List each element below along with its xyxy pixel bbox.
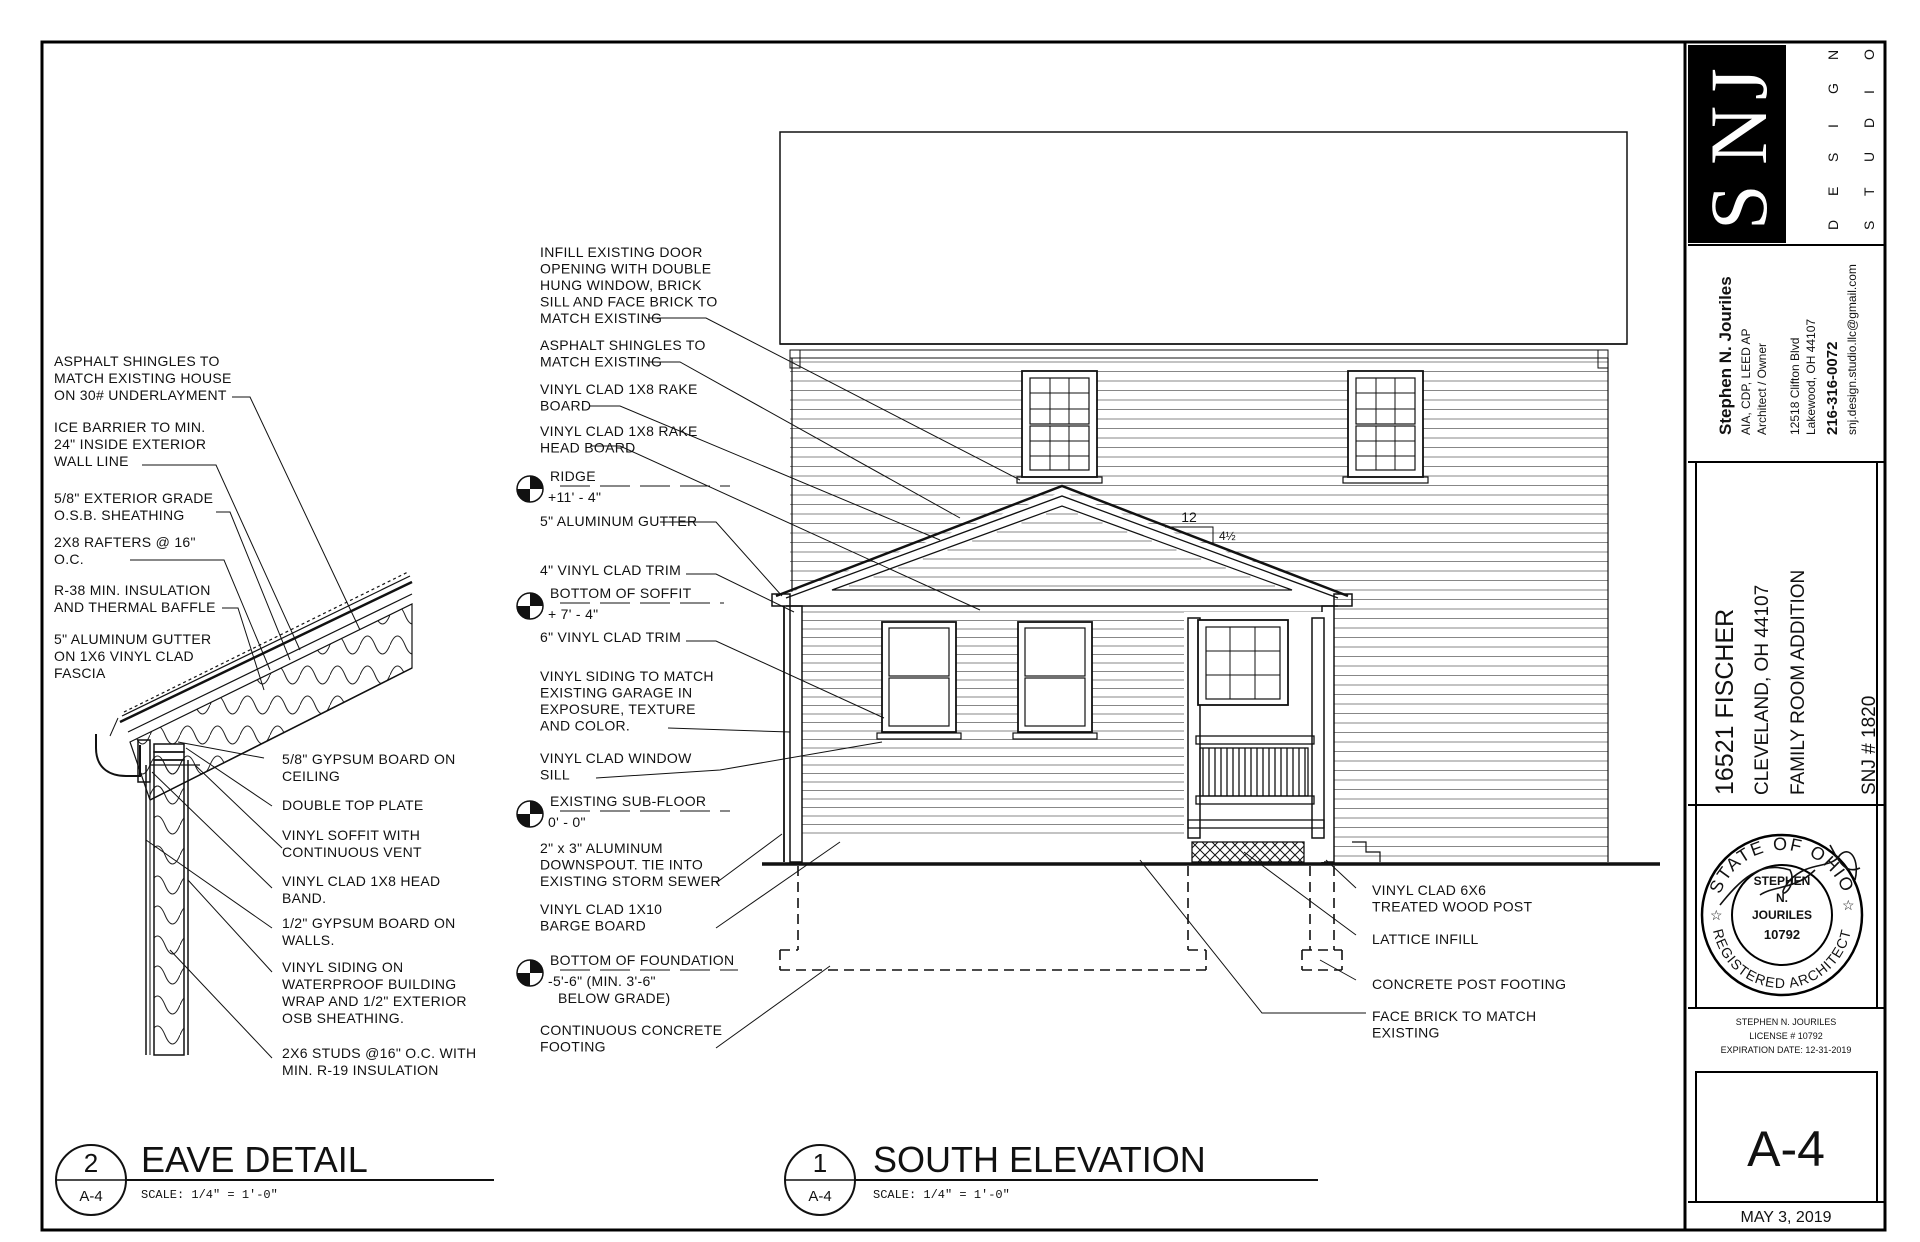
- seal-name-2: N.: [1776, 891, 1788, 905]
- south-view-number: 1: [812, 1148, 828, 1178]
- eave-view-number: 2: [83, 1148, 99, 1178]
- level-marker: [517, 952, 738, 1006]
- note-line: EXISTING: [1372, 1024, 1440, 1041]
- note-line: MATCH EXISTING: [540, 353, 663, 370]
- level-name: RIDGE: [550, 468, 596, 484]
- project-city: CLEVELAND, OH 44107: [1752, 584, 1773, 795]
- note-line: 1/2" GYPSUM BOARD ON: [282, 915, 456, 931]
- note-line: 6" VINYL CLAD TRIM: [540, 629, 682, 645]
- note-line: 24" INSIDE EXTERIOR: [54, 436, 207, 452]
- svg-text:E: E: [1825, 186, 1841, 196]
- note-line: EXPOSURE, TEXTURE: [540, 701, 696, 717]
- project-info: [1711, 570, 1880, 795]
- seal-name-1: STEPHEN: [1753, 874, 1811, 888]
- note-line: WRAP AND 1/2" EXTERIOR: [282, 993, 467, 1009]
- porch: [1184, 612, 1324, 862]
- note-line: WALL LINE: [54, 453, 129, 469]
- note-line: MIN. R-19 INSULATION: [282, 1062, 439, 1078]
- note-line: OSB SHEATHING.: [282, 1010, 405, 1026]
- south-view-scale: SCALE: 1/4" = 1'-0": [873, 1188, 1010, 1202]
- addition-window-2: [1013, 622, 1097, 739]
- eave-view-scale: SCALE: 1/4" = 1'-0": [141, 1188, 278, 1202]
- note-line: DOUBLE TOP PLATE: [282, 797, 424, 813]
- license-info: [1721, 1017, 1852, 1055]
- svg-text:I: I: [1825, 124, 1841, 128]
- firm-contact: [1716, 264, 1859, 435]
- upper-window-left: [1017, 371, 1102, 483]
- sheet-number: A-4: [1747, 1121, 1825, 1177]
- note-line: OPENING WITH DOUBLE: [540, 260, 712, 277]
- architect-credentials: AIA, CDP, LEED AP: [1739, 328, 1753, 435]
- firm-email: snj.design.studio.llc@gmail.com: [1845, 264, 1859, 435]
- note-line: VINYL SOFFIT WITH: [282, 827, 421, 843]
- addition-window-1: [877, 622, 961, 739]
- note-line: 2X6 STUDS @16" O.C. WITH: [282, 1045, 477, 1061]
- level-value: +11' - 4": [548, 489, 602, 505]
- note-line: BOARD: [540, 397, 592, 414]
- elevation-notes-right: [1372, 882, 1566, 1041]
- seal-name-3: JOURILES: [1751, 908, 1813, 922]
- note-line: FASCIA: [54, 665, 106, 681]
- note-line: FACE BRICK TO MATCH: [1372, 1008, 1537, 1024]
- logo-word-design: [1825, 50, 1841, 230]
- seal-number: 10792: [1763, 927, 1801, 942]
- note-line: 5/8" EXTERIOR GRADE: [54, 490, 214, 506]
- seal-star-left: ☆: [1710, 907, 1723, 923]
- note-line: HUNG WINDOW, BRICK: [540, 277, 702, 293]
- svg-text:T: T: [1861, 187, 1877, 196]
- note-line: SILL: [540, 766, 570, 783]
- note-line: VINYL CLAD 1X8 HEAD: [282, 873, 441, 889]
- license-name: STEPHEN N. JOURILES: [1735, 1017, 1837, 1027]
- note-line: 2X8 RAFTERS @ 16": [54, 534, 196, 550]
- firm-phone: 216-316-0072: [1824, 341, 1841, 435]
- logo-letter-n: N: [1693, 105, 1784, 165]
- note-line: O.C.: [54, 551, 84, 567]
- note-line: WATERPROOF BUILDING: [282, 976, 457, 992]
- logo-letter-s: S: [1693, 184, 1784, 230]
- note-line: VINYL CLAD WINDOW: [540, 750, 692, 766]
- level-name: BOTTOM OF SOFFIT: [550, 585, 692, 601]
- firm-city: Lakewood, OH 44107: [1804, 318, 1818, 435]
- title-block: [1688, 45, 1885, 1226]
- note-line: ICE BARRIER TO MIN.: [54, 419, 206, 435]
- architect-seal: [1702, 834, 1862, 995]
- note-line: VINYL SIDING TO MATCH: [540, 668, 714, 684]
- note-line: R-38 MIN. INSULATION: [54, 582, 211, 598]
- svg-text:N: N: [1825, 49, 1841, 60]
- note-line: VINYL CLAD 6X6: [1372, 882, 1487, 898]
- note-line: WALLS.: [282, 932, 335, 948]
- note-line: MATCH EXISTING: [540, 310, 663, 326]
- note-line: BAND.: [282, 890, 327, 906]
- note-line: O.S.B. SHEATHING: [54, 507, 185, 523]
- note-line: AND THERMAL BAFFLE: [54, 599, 216, 615]
- note-line: CONCRETE POST FOOTING: [1372, 976, 1567, 992]
- svg-text:I: I: [1861, 90, 1877, 94]
- eave-view-sheet: A-4: [79, 1188, 103, 1205]
- existing-house-roof: [780, 132, 1627, 344]
- south-view-title: SOUTH ELEVATION: [873, 1139, 1206, 1180]
- note-line: VINYL CLAD 1X8 RAKE: [540, 423, 698, 439]
- seal-top-text: STATE OF OHIO: [1705, 833, 1859, 897]
- level-marker: [517, 585, 724, 622]
- upper-window-right: [1343, 371, 1428, 483]
- svg-text:O: O: [1861, 49, 1877, 60]
- note-line: INFILL EXISTING DOOR: [540, 244, 703, 260]
- pitch-run: 12: [1181, 509, 1197, 525]
- level-value-2: BELOW GRADE): [558, 990, 671, 1006]
- foundation-hidden: [780, 866, 1342, 970]
- pitch-rise: 4½: [1219, 529, 1236, 543]
- note-line: AND COLOR.: [540, 717, 631, 734]
- note-line: 4" VINYL CLAD TRIM: [540, 562, 682, 578]
- note-line: ASPHALT SHINGLES TO: [54, 353, 220, 369]
- note-line: EXISTING GARAGE IN: [540, 684, 693, 701]
- svg-text:G: G: [1825, 83, 1841, 94]
- level-name: BOTTOM OF FOUNDATION: [550, 952, 735, 968]
- note-line: CEILING: [282, 768, 341, 784]
- note-line: MATCH EXISTING HOUSE: [54, 370, 232, 386]
- seal-bottom-text: REGISTERED ARCHITECT: [1709, 927, 1854, 992]
- view-title-eave: [56, 1139, 494, 1215]
- level-name: EXISTING SUB-FLOOR: [550, 793, 707, 809]
- note-line: 5/8" GYPSUM BOARD ON: [282, 751, 456, 767]
- note-line: VINYL CLAD 1X10: [540, 901, 663, 917]
- svg-text:U: U: [1861, 151, 1877, 162]
- eave-view-title: EAVE DETAIL: [141, 1139, 368, 1180]
- note-line: EXISTING STORM SEWER: [540, 873, 721, 889]
- note-line: ON 30# UNDERLAYMENT: [54, 387, 227, 403]
- note-line: 2" x 3" ALUMINUM: [540, 840, 663, 856]
- svg-text:D: D: [1825, 219, 1841, 230]
- note-line: ON 1X6 VINYL CLAD: [54, 648, 194, 664]
- note-line: TREATED WOOD POST: [1372, 898, 1533, 915]
- project-description: FAMILY ROOM ADDITION: [1788, 569, 1809, 795]
- license-expiration: EXPIRATION DATE: 12-31-2019: [1720, 1045, 1852, 1055]
- note-line: VINYL SIDING ON: [282, 959, 404, 975]
- note-line: ASPHALT SHINGLES TO: [540, 337, 706, 353]
- sheet-date: MAY 3, 2019: [1740, 1209, 1832, 1226]
- note-line: DOWNSPOUT. TIE INTO: [540, 856, 704, 873]
- firm-street: 12518 Clifton Blvd: [1788, 337, 1802, 435]
- note-line: BARGE BOARD: [540, 917, 646, 934]
- svg-text:D: D: [1861, 117, 1877, 128]
- logo-word-studio: [1861, 49, 1877, 230]
- logo-letter-j: J: [1693, 68, 1784, 100]
- svg-text:S: S: [1861, 220, 1877, 230]
- note-line: FOOTING: [540, 1038, 606, 1055]
- note-line: LATTICE INFILL: [1372, 931, 1479, 947]
- note-line: CONTINUOUS CONCRETE: [540, 1022, 723, 1038]
- svg-text:S: S: [1825, 152, 1841, 162]
- license-number: LICENSE # 10792: [1749, 1031, 1823, 1041]
- project-address: 16521 FISCHER: [1711, 608, 1739, 795]
- level-marker: [517, 793, 730, 830]
- level-marker: [517, 468, 730, 505]
- elevation-leaders-right: [1140, 852, 1366, 1013]
- architect-role: Architect / Owner: [1755, 342, 1769, 435]
- project-number: SNJ # 1820: [1859, 695, 1880, 795]
- south-view-sheet: A-4: [808, 1188, 832, 1205]
- view-title-south: [785, 1139, 1318, 1215]
- south-elevation-drawing: [762, 132, 1660, 970]
- level-value: + 7' - 4": [548, 606, 599, 622]
- elevation-notes-left: [540, 244, 722, 1055]
- note-line: 5" ALUMINUM GUTTER: [540, 513, 698, 529]
- note-line: VINYL CLAD 1X8 RAKE: [540, 381, 698, 397]
- note-line: CONTINUOUS VENT: [282, 844, 422, 860]
- architect-name: Stephen N. Jouriles: [1716, 276, 1735, 435]
- level-value: 0' - 0": [548, 814, 586, 830]
- level-value: -5'-6" (MIN. 3'-6": [548, 973, 656, 989]
- note-line: HEAD BOARD: [540, 439, 636, 456]
- note-line: 5" ALUMINUM GUTTER: [54, 631, 212, 647]
- seal-star-right: ☆: [1842, 897, 1855, 913]
- note-line: SILL AND FACE BRICK TO: [540, 293, 718, 310]
